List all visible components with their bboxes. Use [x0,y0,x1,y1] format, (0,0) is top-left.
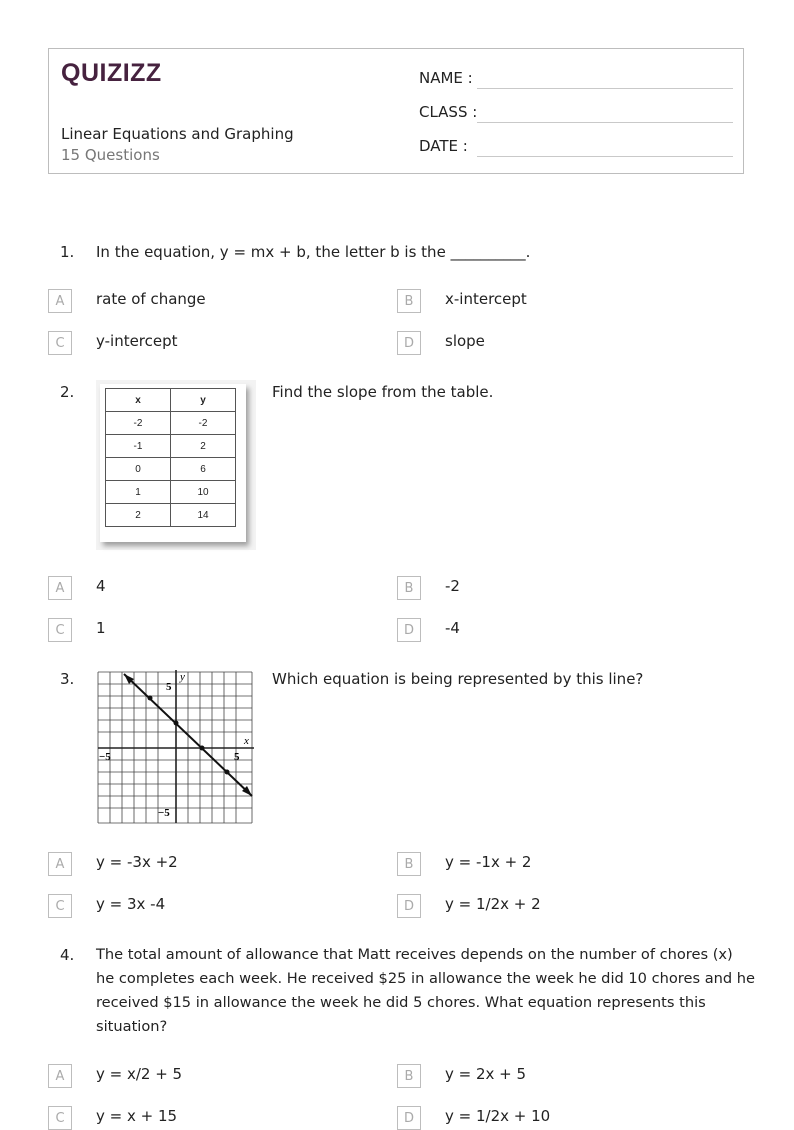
table-card [100,384,246,542]
graph-point [200,746,205,751]
cell-x: -1 [106,435,171,458]
option-letter-box: B [397,576,421,600]
question-text-line: situation? [96,1018,168,1035]
cell-y: 10 [171,481,236,504]
option-letter-box: A [48,576,72,600]
name-field[interactable] [419,69,733,93]
question-text: Find the slope from the table. [272,383,494,401]
option-text: y = 1/2x + 10 [445,1107,551,1125]
quizizz-logo: QUIZIZZ [61,59,162,87]
class-line[interactable] [477,122,733,123]
option-letter-box: B [397,1064,421,1088]
header-x: x [106,389,171,412]
x-tick-left: −5 [99,751,111,763]
table-header-row [106,389,236,412]
option-letter-box: C [48,1106,72,1130]
xy-table [105,388,236,527]
date-line[interactable] [477,156,733,157]
option-text: 4 [96,577,106,595]
table-row [106,412,236,435]
question-text-line: The total amount of allowance that Matt receives depends on the number of chores (x) [96,946,733,963]
option-letter-box: C [48,331,72,355]
date-label: DATE : [419,137,468,155]
option-text: y = 3x -4 [96,895,166,913]
cell-x: 0 [106,458,171,481]
cell-x: 2 [106,504,171,527]
question-text [96,943,756,1039]
y-tick-top: 5 [166,681,172,693]
question-text: In the equation, y = mx + b, the letter b is the __________. [96,243,531,261]
y-tick-bottom: −5 [158,807,170,819]
option-letter-box: C [48,894,72,918]
option-letter-box: B [397,289,421,313]
option-text: y-intercept [96,332,178,350]
question-number: 2. [60,383,75,401]
option-letter-box: A [48,289,72,313]
class-label: CLASS : [419,103,478,121]
question-text-line: received $15 in allowance the week he did 5 chores. What equation represents this [96,994,706,1011]
cell-y: 2 [171,435,236,458]
graph-point [148,696,153,701]
graph-point [174,721,179,726]
question-text: Which equation is being represented by this line? [272,670,644,688]
cell-y: 6 [171,458,236,481]
option-text: y = -1x + 2 [445,853,532,871]
option-text: 1 [96,619,106,637]
graph-axes [98,670,254,823]
option-letter-box: A [48,1064,72,1088]
option-text: rate of change [96,290,206,308]
cell-y: -2 [171,412,236,435]
question-number: 1. [60,243,75,261]
line-graph-image [96,668,256,826]
option-letter-box: D [397,331,421,355]
option-letter-box: C [48,618,72,642]
date-field[interactable] [419,137,733,161]
option-letter-box: D [397,618,421,642]
option-text: x-intercept [445,290,527,308]
name-line[interactable] [477,88,733,89]
question-number: 3. [60,670,75,688]
xy-table-image [96,380,256,550]
cell-x: 1 [106,481,171,504]
option-letter-box: D [397,894,421,918]
question-text-line: he completes each week. He received $25 in allowance the week he did 10 chores and he [96,970,756,987]
x-axis-label: x [244,735,249,747]
table-row [106,481,236,504]
option-text: y = 2x + 5 [445,1065,527,1083]
option-letter-box: A [48,852,72,876]
table-row [106,504,236,527]
option-letter-box: B [397,852,421,876]
y-axis-label: y [180,671,185,683]
question-count: 15 Questions [61,146,160,164]
cell-x: -2 [106,412,171,435]
worksheet-title: Linear Equations and Graphing [61,125,294,143]
question-number: 4. [60,946,75,964]
x-tick-right: 5 [234,751,240,763]
option-text: slope [445,332,485,350]
class-field[interactable] [419,103,733,127]
option-text: y = x/2 + 5 [96,1065,183,1083]
name-label: NAME : [419,69,473,87]
option-text: y = -3x +2 [96,853,178,871]
option-letter-box: D [397,1106,421,1130]
worksheet-header [48,48,744,174]
cell-y: 14 [171,504,236,527]
table-row [106,458,236,481]
graph-point [225,770,230,775]
option-text: y = 1/2x + 2 [445,895,541,913]
option-text: -4 [445,619,460,637]
option-text: y = x + 15 [96,1107,178,1125]
header-y: y [171,389,236,412]
table-row [106,435,236,458]
option-text: -2 [445,577,460,595]
